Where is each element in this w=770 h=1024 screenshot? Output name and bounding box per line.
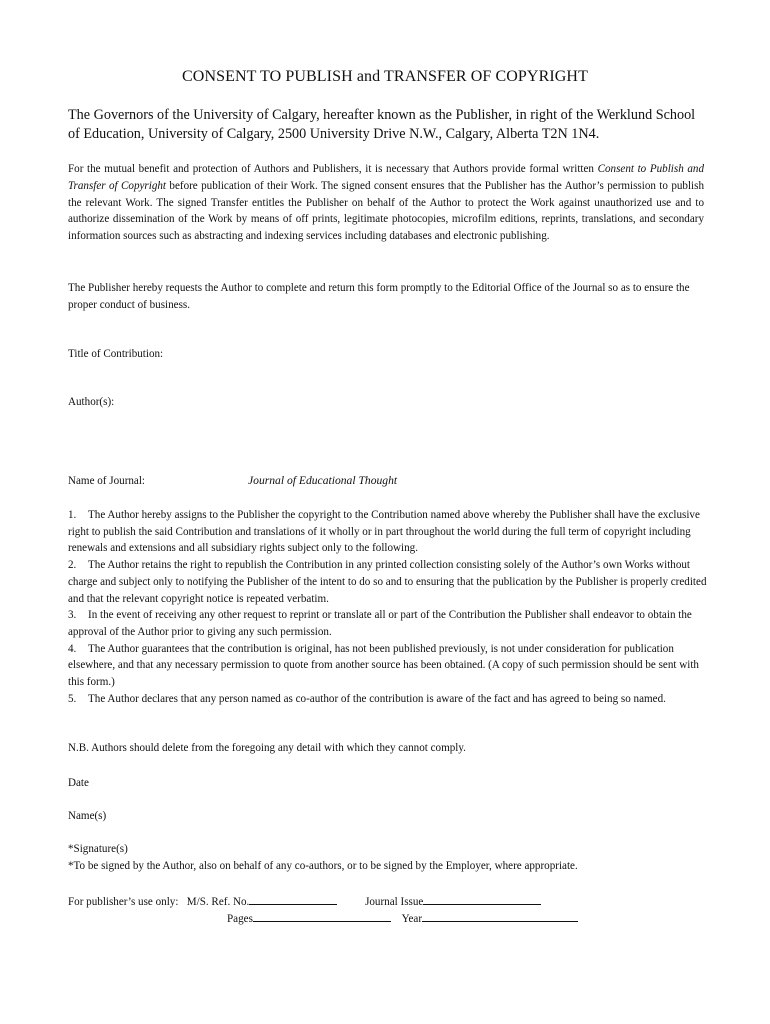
para1-italic-title: Consent to Publish and Transfer of Copyright: [68, 163, 705, 192]
consent-purpose-paragraph: [68, 161, 704, 245]
year-label: Year: [401, 913, 423, 925]
date-label: Date: [68, 777, 89, 789]
clause-number: 1.: [68, 509, 77, 521]
journal-name-value: Journal of Educational Thought: [248, 474, 398, 487]
signature-label: *Signature(s): [68, 843, 128, 855]
title-of-contribution-label: Title of Contribution:: [68, 348, 164, 360]
nb-note: N.B. Authors should delete from the foregoing any detail with which they cannot comply.: [68, 742, 466, 754]
journal-issue-label: Journal Issue: [365, 896, 424, 908]
para1-text-start: For the mutual benefit and protection of Authors and Publishers, it is necessary that Authors provide formal written: [68, 163, 598, 175]
ms-ref-label: M/S. Ref. No.: [186, 896, 250, 908]
para1-text-end: before publication of their Work. The signed consent ensures that the Publisher has the Author’s permission to publish the relevant Work. The signed Transfer entitles the Publisher on behalf of the Author to protect the Work against unauthorized use and to authorize dissemination of the Work by means of off prints, legitimate photocopies, microfilm editions, reprints, translations, and secondary information sources such as abstracting and indexing services including databases and electronic publishing.: [68, 179, 704, 243]
publisher-use-row-2: [227, 911, 578, 925]
clause-text: The Author hereby assigns to the Publisher the copyright to the Contribution named above whereby the Publisher shall have the exclusive right to publish the said Contribution and translations of it wholly or in part throughout the world during the full term of copyright including renewals and extensions and all subsidiary rights subject only to the following.: [68, 509, 700, 555]
journal-name-label: Name of Journal:: [68, 475, 146, 487]
clause-item: [68, 641, 708, 691]
journal-issue-blank-line[interactable]: [423, 894, 541, 905]
ms-ref-blank-line[interactable]: [249, 894, 337, 905]
clause-number: 2.: [68, 559, 77, 572]
clause-number: 5.: [68, 692, 77, 705]
publisher-use-row-1: [68, 894, 541, 908]
clause-text: In the event of receiving any other request to reprint or translate all or part of the Contribution the Publisher shall endeavor to obtain the approval of the Author prior to giving any such permission.: [68, 609, 692, 638]
clause-number: 4.: [68, 642, 77, 655]
clause-text: The Author declares that any person named as co-author of the contribution is aware of the fact and has agreed to being so named.: [88, 692, 666, 705]
clause-item: [68, 691, 708, 708]
clause-number: 3.: [68, 609, 77, 622]
clause-text: The Author guarantees that the contribution is original, has not been published previously, is not under consideration for publication elsewhere, and that any necessary permission to quote from another source has been obtained. (A copy of such permission should be sent with this form.): [68, 642, 699, 689]
signature-note: *To be signed by the Author, also on behalf of any co-authors, or to be signed by the Employer, where appropriate.: [68, 860, 578, 872]
publisher-use-label: For publisher’s use only:: [68, 896, 179, 908]
clause-item: [68, 607, 708, 640]
pages-label: Pages: [227, 913, 253, 925]
clause-item: [68, 557, 708, 607]
clauses-list: [68, 507, 708, 707]
names-label: Name(s): [68, 810, 107, 822]
authors-label: Author(s):: [68, 396, 115, 408]
document-title: CONSENT TO PUBLISH and TRANSFER OF COPYRIGHT: [182, 68, 588, 85]
return-request-paragraph: The Publisher hereby requests the Author to complete and return this form promptly to the Editorial Office of the Journal so as to ensure the proper conduct of business.: [68, 282, 690, 311]
year-blank-line[interactable]: [422, 911, 578, 922]
clause-item: [68, 507, 708, 557]
publisher-intro: The Governors of the University of Calgary, hereafter known as the Publisher, in right of the Werklund School of Education, University of Calgary, 2500 University Drive N.W., Calgary, Alberta T2N 1N4.: [68, 107, 696, 142]
pages-blank-line[interactable]: [253, 911, 391, 922]
clause-text: The Author retains the right to republish the Contribution in any printed collection consisting solely of the Author’s own Works without charge and subject only to notifying the Publisher of the intent to do so and to ensuring that the publication by the Publisher is properly credited and that the relevant copyright notice is repeated verbatim.: [68, 559, 707, 605]
